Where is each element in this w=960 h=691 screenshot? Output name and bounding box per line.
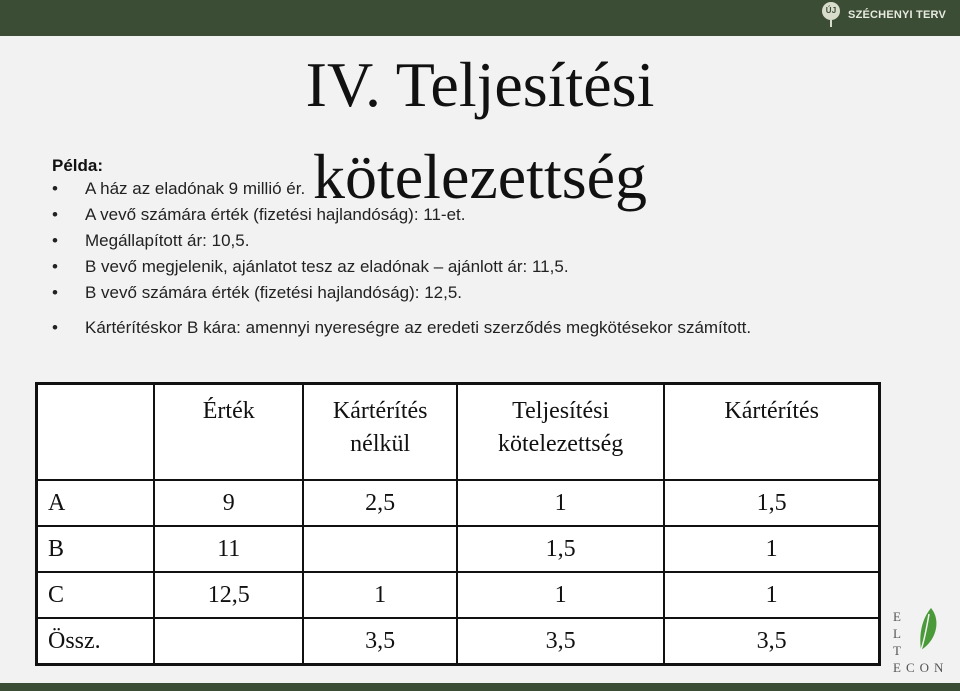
- example-label: Példa:: [52, 156, 104, 175]
- table-cell: 3,5: [303, 618, 457, 665]
- top-bar: [0, 0, 960, 36]
- table-cell: 3,5: [457, 618, 664, 665]
- table-cell: 1,5: [457, 526, 664, 572]
- brand-label: SZÉCHENYI TERV: [848, 9, 946, 21]
- table-cell: 1: [664, 572, 879, 618]
- szechenyi-terv-logo: [822, 2, 946, 28]
- damages-table: [35, 382, 881, 666]
- row-label: Össz.: [37, 618, 155, 665]
- table-cell: 2,5: [303, 480, 457, 526]
- slide-title-line2: kötelezettség: [312, 141, 648, 212]
- table-row: [37, 618, 880, 665]
- header-cell: Kártérítés: [664, 384, 879, 481]
- table-cell: [154, 618, 303, 665]
- brand-mark-icon: ÚJ: [822, 2, 842, 28]
- header-cell: Kártérítés nélkül: [303, 384, 457, 481]
- slide-title-line1: IV. Teljesítési: [305, 49, 655, 120]
- table-cell: 1,5: [664, 480, 879, 526]
- row-label: C: [37, 572, 155, 618]
- bullet-item: • Kártérítéskor B kára: amennyi nyereségre az eredeti szerződés megkötésekor számított.: [52, 315, 751, 341]
- table-row: [37, 572, 880, 618]
- row-label: B: [37, 526, 155, 572]
- bullet-item: • B vevő megjelenik, ajánlatot tesz az eladónak – ajánlott ár: 11,5.: [52, 254, 751, 280]
- table-cell: 1: [303, 572, 457, 618]
- table-cell: 1: [457, 480, 664, 526]
- table-row: [37, 526, 880, 572]
- table-cell: 9: [154, 480, 303, 526]
- table-cell: 3,5: [664, 618, 879, 665]
- elte-econ-logo: E L T ECON: [893, 609, 949, 675]
- header-cell: Érték: [154, 384, 303, 481]
- table-cell: 1: [457, 572, 664, 618]
- table-header-row: [37, 384, 880, 481]
- table-cell: 1: [664, 526, 879, 572]
- bullet-item: • A vevő számára érték (fizetési hajlandóság): 11-et.: [52, 202, 751, 228]
- leaf-icon: [915, 606, 939, 654]
- header-cell: Teljesítési kötelezettség: [457, 384, 664, 481]
- row-label: A: [37, 480, 155, 526]
- table-cell: 11: [154, 526, 303, 572]
- table-cell: [303, 526, 457, 572]
- bullet-item: • Megállapított ár: 10,5.: [52, 228, 751, 254]
- table-row: [37, 480, 880, 526]
- header-cell: [37, 384, 155, 481]
- bottom-bar: [0, 683, 960, 691]
- table-cell: 12,5: [154, 572, 303, 618]
- bullet-item: • B vevő számára érték (fizetési hajlandóság): 12,5.: [52, 280, 751, 306]
- bullet-item: • A ház az eladónak 9 millió ér.: [52, 176, 751, 202]
